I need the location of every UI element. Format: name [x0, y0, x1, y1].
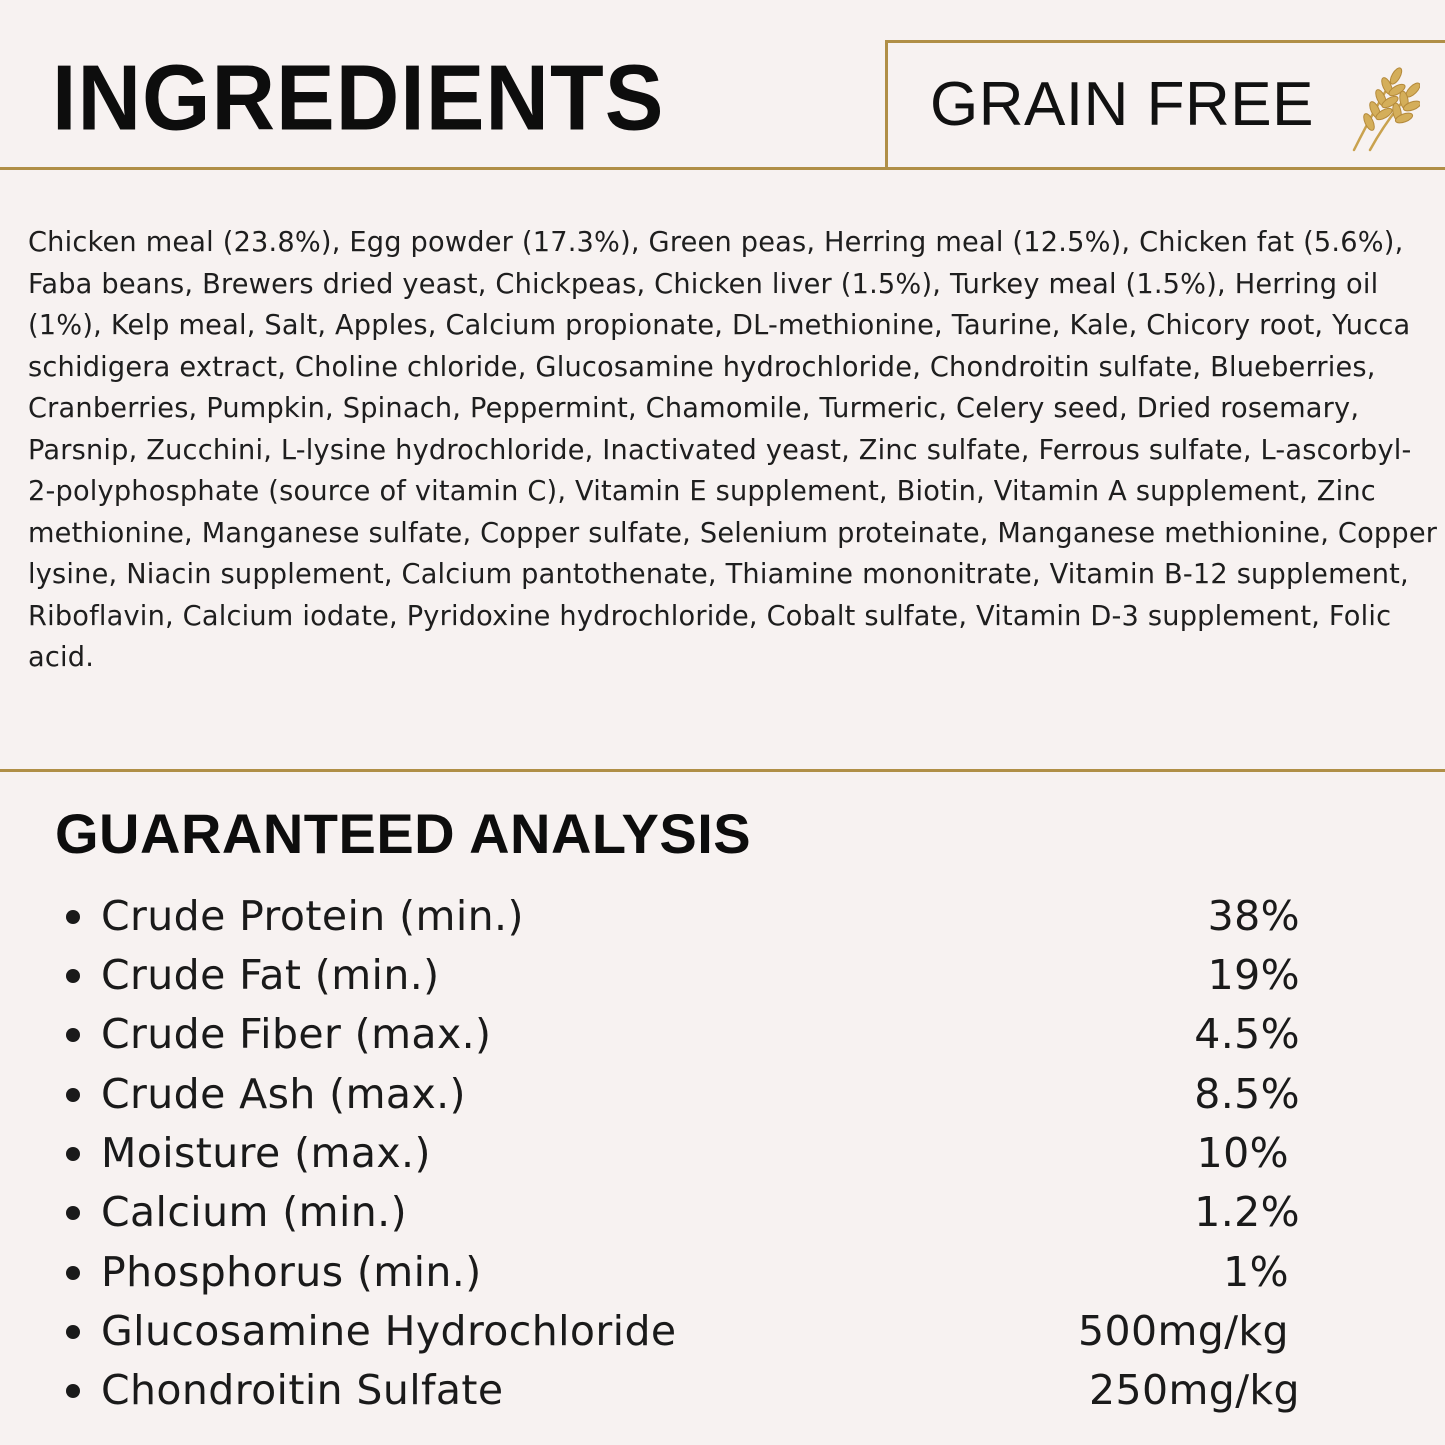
analysis-label: Phosphorus (min.): [101, 1248, 482, 1296]
analysis-value: 1%: [1223, 1248, 1289, 1296]
analysis-label: Crude Fat (min.): [101, 951, 440, 999]
bullet-icon: [66, 1147, 80, 1161]
analysis-value: 250mg/kg: [1088, 1366, 1300, 1414]
analysis-value: 38%: [1207, 892, 1300, 940]
analysis-row: [0, 1242, 1445, 1302]
analysis-label: Moisture (max.): [101, 1129, 431, 1177]
analysis-label: Crude Protein (min.): [101, 892, 524, 940]
bullet-icon: [66, 1088, 80, 1102]
analysis-row: [0, 1301, 1445, 1361]
analysis-label: Glucosamine Hydrochloride: [101, 1307, 677, 1355]
analysis-value: 19%: [1207, 951, 1300, 999]
bullet-icon: [66, 1384, 80, 1398]
bullet-icon: [66, 910, 80, 924]
ingredients-list-text: Chicken meal (23.8%), Egg powder (17.3%), Green peas, Herring meal (12.5%), Chicken fat (5.6%), Faba beans, Brewers dried yeast, Chickpeas, Chicken liver (1.5%), Turkey meal (1.5%), Herring oil (1%), Kelp meal, Salt, Apples, Calcium propionate, DL-methionine, Taurine, Kale, Chicory root, Yucca schidigera extract, Choline chloride, Glucosamine hydrochloride, Chondroitin sulfate, Blueberries, Cranberries, Pumpkin, Spinach, Peppermint, Chamomile, Turmeric, Celery seed, Dried rosemary, Parsnip, Zucchini, L-lysine hydrochloride, Inactivated yeast, Zinc sulfate, Ferrous sulfate, L-ascorbyl-2-polyphosphate (source of vitamin C), Vitamin E supplement, Biotin, Vitamin A supplement, Zinc methionine, Manganese sulfate, Copper sulfate, Selenium proteinate, Manganese methionine, Copper lysine, Niacin supplement, Calcium pantothenate, Thiamine mononitrate, Vitamin B-12 supplement, Riboflavin, Calcium iodate, Pyridoxine hydrochloride, Cobalt sulfate, Vitamin D-3 supplement, Folic acid.: [28, 227, 1438, 673]
bullet-icon: [66, 1266, 80, 1280]
analysis-row: [0, 886, 1445, 946]
analysis-label: Chondroitin Sulfate: [101, 1366, 504, 1414]
ingredients-title: INGREDIENTS: [52, 45, 665, 150]
analysis-value: 500mg/kg: [1077, 1307, 1289, 1355]
grain-free-badge: GRAIN FREE: [930, 70, 1314, 139]
analysis-value: 10%: [1196, 1129, 1289, 1177]
analysis-value: 4.5%: [1194, 1010, 1300, 1058]
bullet-icon: [66, 1325, 80, 1339]
bullet-icon: [66, 1206, 80, 1220]
bullet-icon: [66, 1028, 80, 1042]
analysis-row: [0, 1004, 1445, 1064]
analysis-value: 8.5%: [1194, 1070, 1300, 1118]
analysis-label: Crude Ash (max.): [101, 1070, 466, 1118]
analysis-label: Calcium (min.): [101, 1188, 407, 1236]
analysis-row: [0, 1123, 1445, 1183]
analysis-row: [0, 945, 1445, 1005]
analysis-value: 1.2%: [1194, 1188, 1300, 1236]
bullet-icon: [66, 969, 80, 983]
guaranteed-analysis-title: GUARANTEED ANALYSIS: [55, 802, 752, 865]
analysis-label: Crude Fiber (max.): [101, 1010, 492, 1058]
analysis-row: [0, 1064, 1445, 1124]
analysis-row: [0, 1360, 1445, 1420]
analysis-row: [0, 1182, 1445, 1242]
